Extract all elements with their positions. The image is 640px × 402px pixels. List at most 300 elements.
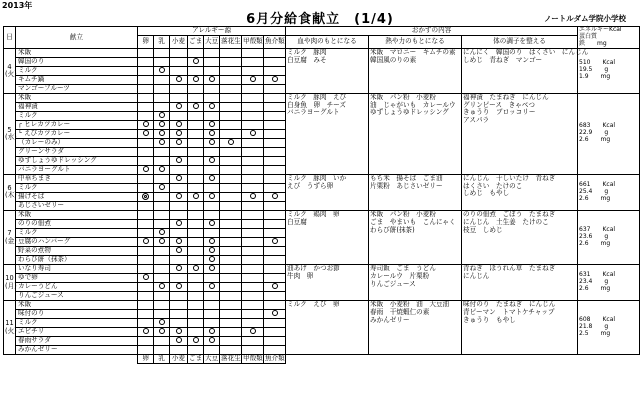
allergen-cell: [138, 174, 154, 183]
allergen-cell: [170, 292, 188, 301]
allergen-cell: [138, 238, 154, 247]
allergen-mark-icon: [143, 130, 149, 136]
dish-name: キムチ鍋: [16, 75, 138, 84]
allergen-mark-icon: [176, 175, 182, 181]
allergen-cell: [242, 256, 264, 265]
allergen-cell: [188, 247, 204, 256]
allergen-cell: [204, 138, 220, 147]
allergen-cell: [154, 120, 170, 129]
allergen-mark-icon: [176, 328, 182, 334]
allergen-cell: [242, 247, 264, 256]
allergen-mark-icon: [250, 328, 256, 334]
allergen-cell: [138, 111, 154, 120]
allergen-mark-icon: [176, 220, 182, 226]
allergen-cell: [188, 147, 204, 156]
allergen-mark-icon: [159, 67, 165, 73]
allergen-cell: [242, 202, 264, 211]
allergen-cell: [204, 328, 220, 337]
allergen-cell: [138, 202, 154, 211]
allergen-cell: [204, 301, 220, 310]
allergen-cell: [264, 93, 286, 102]
allergen-mark-icon: [159, 139, 165, 145]
dish-name: ミルク: [16, 183, 138, 192]
allergen-cell: [188, 156, 204, 165]
allergen-cell: [204, 229, 220, 238]
allergen-mark-icon: [209, 337, 215, 343]
allergen-cell: [220, 165, 242, 174]
allergen-cell: [242, 265, 264, 274]
energy-ingredients: 米飯 パン粉 小麦粉 ごま やまいも こんにゃく わらび餅(抹茶): [369, 211, 462, 265]
allergen-mark-icon: [209, 238, 215, 244]
allergen-cell: [264, 75, 286, 84]
body-ingredients: のりの佃煮 ごぼう たまねぎ にんじん 土生姜 たけのこ 枝豆 しめじ: [462, 211, 578, 265]
dish-name: 豆腐のハンバーグ: [16, 238, 138, 247]
allergen-cell: [242, 138, 264, 147]
allergen-cell: [204, 165, 220, 174]
allergen-cell: [204, 283, 220, 292]
energy-ingredients: 寿司飯 ごま うどん カレールウ 片栗粉 りんごジュース: [369, 265, 462, 301]
allergen-cell: [204, 66, 220, 75]
allergen-mark-icon: [176, 76, 182, 82]
allergen-cell: [204, 238, 220, 247]
allergen-cell: [154, 301, 170, 310]
allergen-cell: [264, 57, 286, 66]
allergen-cell: [204, 256, 220, 265]
allergen-mark-icon: [143, 238, 149, 244]
allergen-cell: [242, 319, 264, 328]
blood-ingredients: ミルク 豚肉 いか えび うずら卵: [286, 174, 369, 210]
allergen-cell: [170, 256, 188, 265]
allergen-mark-icon: [159, 283, 165, 289]
allergen-cell: [138, 283, 154, 292]
allergen-cell: [220, 174, 242, 183]
header-ingredients-group: おかずの内容: [286, 27, 578, 36]
allergen-mark-icon: [209, 76, 215, 82]
allergen-cell: [204, 192, 220, 201]
allergen-cell: [154, 247, 170, 256]
allergen-cell: [188, 274, 204, 283]
allergen-cell: [242, 310, 264, 319]
allergen-cell: [154, 265, 170, 274]
allergen-cell: [242, 165, 264, 174]
allergen-cell: [154, 57, 170, 66]
allergen-cell: [154, 274, 170, 283]
allergen-cell: [154, 138, 170, 147]
energy-ingredients: 米飯 小麦粉 油 大豆油 春雨 干焼蝦仁の素 みかんゼリー: [369, 301, 462, 355]
allergen-cell: [220, 229, 242, 238]
allergen-mark-icon: [142, 193, 149, 200]
dish-name: ミルク: [16, 229, 138, 238]
allergen-cell: [264, 220, 286, 229]
allergen-cell: [220, 183, 242, 192]
allergen-cell: [188, 265, 204, 274]
allergen-mark-icon: [159, 238, 165, 244]
dish-name: あじさいゼリー: [16, 202, 138, 211]
allergen-mark-icon: [209, 121, 215, 127]
allergen-cell: [242, 147, 264, 156]
allergen-mark-icon: [176, 139, 182, 145]
allergen-cell: [220, 319, 242, 328]
allergen-cell: [138, 301, 154, 310]
allergen-cell: [154, 192, 170, 201]
allergen-mark-icon: [209, 247, 215, 253]
allergen-cell: [220, 48, 242, 57]
allergen-cell: [188, 66, 204, 75]
allergen-cell: [264, 174, 286, 183]
allergen-cell: [154, 156, 170, 165]
allergen-mark-icon: [209, 139, 215, 145]
allergen-cell: [204, 84, 220, 93]
allergen-cell: [264, 111, 286, 120]
allergen-cell: [170, 174, 188, 183]
table-row: [4, 174, 640, 183]
allergen-cell: [154, 292, 170, 301]
allergen-cell: [264, 211, 286, 220]
allergen-cell: [220, 138, 242, 147]
allergen-cell: [220, 265, 242, 274]
dish-name: カレーうどん: [16, 283, 138, 292]
allergen-cell: [188, 174, 204, 183]
energy-ingredients: 米飯 パン粉 小麦粉 油 じゃがいも カレールウ ゆずしょうゆドレッシング: [369, 93, 462, 174]
allergen-cell: [220, 202, 242, 211]
dish-name: 春雨サラダ: [16, 337, 138, 346]
allergen-cell: [138, 265, 154, 274]
allergen-cell: [242, 192, 264, 201]
allergen-cell: [154, 283, 170, 292]
allergen-cell: [188, 84, 204, 93]
allergen-mark-icon: [159, 184, 165, 190]
allergen-cell: [220, 102, 242, 111]
dish-name: りんごジュース: [16, 292, 138, 301]
nutrition-values: 661 Kcal 25.4 g 2.6 mg: [578, 174, 640, 210]
allergen-cell: [170, 274, 188, 283]
allergen-cell: [204, 174, 220, 183]
allergen-cell: [170, 238, 188, 247]
footer-allergen: 落花生: [221, 354, 241, 363]
allergen-cell: [154, 147, 170, 156]
allergen-cell: [188, 165, 204, 174]
allergen-cell: [154, 202, 170, 211]
table-row: [4, 301, 640, 310]
allergen-cell: [204, 247, 220, 256]
allergen-mark-icon: [209, 328, 215, 334]
footer-allergen: 魚介類: [265, 354, 285, 363]
allergen-cell: [154, 328, 170, 337]
allergen-cell: [264, 138, 286, 147]
allergen-cell: [188, 211, 204, 220]
allergen-cell: [264, 274, 286, 283]
allergen-cell: [204, 337, 220, 346]
allergen-cell: [138, 211, 154, 220]
allergen-cell: [264, 229, 286, 238]
allergen-cell: [264, 247, 286, 256]
allergen-cell: [170, 57, 188, 66]
allergen-cell: [170, 202, 188, 211]
allergen-cell: [138, 274, 154, 283]
allergen-cell: [170, 192, 188, 201]
allergen-cell: [154, 238, 170, 247]
day-cell: 11 (火): [4, 301, 16, 355]
dish-name: グリーンサラダ: [16, 147, 138, 156]
blood-ingredients: ミルク 豚肉 えび 白身魚 卵 チーズ バニラヨーグルト: [286, 93, 369, 174]
menu-table: [3, 26, 640, 364]
allergen-cell: [204, 292, 220, 301]
header-nutrition: エネルギーKcal 蛋白質 鉄 mg: [578, 27, 640, 49]
allergen-mark-icon: [159, 112, 165, 118]
allergen-cell: [204, 274, 220, 283]
allergen-cell: [242, 301, 264, 310]
allergen-cell: [154, 93, 170, 102]
blood-ingredients: ミルク 鶏肉 卵 白豆腐: [286, 211, 369, 265]
allergen-cell: [242, 120, 264, 129]
allergen-cell: [170, 229, 188, 238]
allergen-mark-icon: [193, 103, 199, 109]
allergen-cell: [154, 129, 170, 138]
footer-allergen: 小麦: [170, 355, 188, 364]
day-cell: 6 (木): [4, 174, 16, 210]
allergen-cell: [138, 319, 154, 328]
allergen-cell: [188, 337, 204, 346]
day-cell: 4 (火): [4, 48, 16, 93]
allergen-cell: [204, 147, 220, 156]
footer-allergen: 乳: [154, 355, 170, 364]
allergen-mark-icon: [176, 238, 182, 244]
header-menu: 献立: [16, 27, 138, 49]
allergen-cell: [138, 102, 154, 111]
allergen-cell: [242, 93, 264, 102]
allergen-cell: [220, 93, 242, 102]
allergen-mark-icon: [250, 76, 256, 82]
allergen-cell: [242, 102, 264, 111]
allergen-cell: [242, 220, 264, 229]
allergen-cell: [188, 238, 204, 247]
allergen-cell: [242, 48, 264, 57]
allergen-cell: [170, 156, 188, 165]
energy-ingredients: もち米 揚そば ごま油 片栗粉 あじさいゼリー: [369, 174, 462, 210]
allergen-cell: [138, 247, 154, 256]
table-row: [4, 265, 640, 274]
allergen-cell: [220, 283, 242, 292]
page-title: 6月分給食献立 (1/4): [246, 12, 394, 27]
allergen-mark-icon: [272, 76, 278, 82]
allergen-mark-icon: [209, 157, 215, 163]
allergen-mark-icon: [176, 337, 182, 343]
allergen-mark-icon: [193, 265, 199, 271]
allergen-cell: [170, 84, 188, 93]
allergen-cell: [242, 283, 264, 292]
allergen-cell: [170, 319, 188, 328]
dish-name: └ えびカツカレー: [16, 129, 138, 138]
allergen-cell: [264, 156, 286, 165]
allergen-cell: [220, 256, 242, 265]
allergen-cell: [154, 220, 170, 229]
allergen-cell: [188, 301, 204, 310]
allergen-cell: [154, 183, 170, 192]
allergen-cell: [188, 328, 204, 337]
allergen-cell: [170, 102, 188, 111]
dish-name: いなり寿司: [16, 265, 138, 274]
allergen-cell: [154, 75, 170, 84]
header-allergen: 卵: [138, 35, 154, 48]
allergen-cell: [264, 337, 286, 346]
allergen-cell: [220, 337, 242, 346]
allergen-cell: [220, 292, 242, 301]
allergen-cell: [204, 120, 220, 129]
allergen-mark-icon: [272, 193, 278, 199]
allergen-mark-icon: [209, 193, 215, 199]
allergen-mark-icon: [193, 193, 199, 199]
dish-name: 韓国のり: [16, 57, 138, 66]
allergen-cell: [220, 301, 242, 310]
allergen-cell: [264, 147, 286, 156]
day-cell: 10 (月): [4, 265, 16, 301]
allergen-mark-icon: [209, 103, 215, 109]
allergen-cell: [154, 337, 170, 346]
allergen-cell: [170, 337, 188, 346]
allergen-cell: [242, 174, 264, 183]
allergen-mark-icon: [143, 328, 149, 334]
allergen-cell: [138, 256, 154, 265]
allergen-cell: [204, 202, 220, 211]
allergen-cell: [138, 75, 154, 84]
allergen-cell: [204, 57, 220, 66]
dish-name: 福神漬: [16, 102, 138, 111]
header-allergen: 乳: [154, 35, 170, 48]
allergen-cell: [154, 84, 170, 93]
nutrition-values: 637 Kcal 23.6 g 2.6 mg: [578, 211, 640, 265]
allergen-cell: [220, 274, 242, 283]
allergen-cell: [170, 147, 188, 156]
allergen-cell: [220, 211, 242, 220]
dish-name: エビチリ: [16, 328, 138, 337]
allergen-cell: [204, 220, 220, 229]
dish-name: ゆで卵: [16, 274, 138, 283]
allergen-cell: [264, 102, 286, 111]
allergen-cell: [154, 165, 170, 174]
allergen-cell: [204, 183, 220, 192]
dish-name: 米飯: [16, 93, 138, 102]
header-allergen: 大豆: [204, 35, 220, 48]
allergen-cell: [242, 66, 264, 75]
allergen-cell: [138, 147, 154, 156]
dish-name: （カレーのみ）: [16, 138, 138, 147]
allergen-cell: [264, 120, 286, 129]
allergen-cell: [170, 183, 188, 192]
allergen-mark-icon: [250, 130, 256, 136]
dish-name: ミルク: [16, 66, 138, 75]
allergen-cell: [220, 84, 242, 93]
dish-name: バニラヨーグルト: [16, 165, 138, 174]
allergen-cell: [170, 138, 188, 147]
allergen-cell: [154, 174, 170, 183]
allergen-mark-icon: [143, 274, 149, 280]
allergen-mark-icon: [159, 121, 165, 127]
allergen-cell: [264, 48, 286, 57]
allergen-cell: [264, 256, 286, 265]
allergen-mark-icon: [193, 58, 199, 64]
allergen-cell: [264, 165, 286, 174]
allergen-cell: [138, 292, 154, 301]
dish-name: のりの佃煮: [16, 220, 138, 229]
blood-ingredients: 油あげ かつお節 牛肉 卵: [286, 265, 369, 301]
header-allergen: 落花生: [220, 35, 242, 48]
allergen-mark-icon: [143, 121, 149, 127]
allergen-cell: [264, 238, 286, 247]
allergen-cell: [204, 75, 220, 84]
allergen-cell: [138, 66, 154, 75]
allergen-cell: [188, 292, 204, 301]
dish-name: みかんゼリー: [16, 346, 138, 355]
allergen-cell: [170, 301, 188, 310]
allergen-cell: [154, 66, 170, 75]
footer-allergen: 大豆: [205, 354, 219, 363]
allergen-cell: [188, 93, 204, 102]
allergen-mark-icon: [159, 166, 165, 172]
header-energy: 熱や力のもとになる: [369, 35, 462, 48]
allergen-cell: [220, 310, 242, 319]
allergen-cell: [154, 102, 170, 111]
allergen-cell: [188, 48, 204, 57]
allergen-cell: [242, 292, 264, 301]
allergen-cell: [264, 129, 286, 138]
header-body: 体の調子を整える: [462, 35, 578, 48]
allergen-cell: [138, 84, 154, 93]
allergen-cell: [242, 111, 264, 120]
allergen-mark-icon: [159, 229, 165, 235]
allergen-cell: [154, 211, 170, 220]
allergen-cell: [138, 57, 154, 66]
allergen-cell: [242, 238, 264, 247]
allergen-cell: [264, 192, 286, 201]
allergen-cell: [154, 319, 170, 328]
allergen-cell: [154, 111, 170, 120]
allergen-mark-icon: [193, 337, 199, 343]
allergen-mark-icon: [159, 130, 165, 136]
allergen-cell: [188, 202, 204, 211]
allergen-cell: [204, 319, 220, 328]
allergen-cell: [154, 48, 170, 57]
allergen-cell: [264, 265, 286, 274]
allergen-cell: [220, 247, 242, 256]
allergen-cell: [264, 66, 286, 75]
allergen-mark-icon: [176, 193, 182, 199]
allergen-mark-icon: [176, 103, 182, 109]
dish-name: 揚げそば: [16, 192, 138, 201]
allergen-cell: [264, 310, 286, 319]
allergen-cell: [170, 328, 188, 337]
allergen-cell: [170, 93, 188, 102]
allergen-cell: [220, 238, 242, 247]
allergen-cell: [170, 129, 188, 138]
allergen-cell: [242, 211, 264, 220]
dish-name: ミルク: [16, 111, 138, 120]
allergen-mark-icon: [176, 157, 182, 163]
allergen-cell: [220, 120, 242, 129]
dish-name: わらび餅（抹茶）: [16, 256, 138, 265]
allergen-cell: [154, 229, 170, 238]
table-row: [4, 93, 640, 102]
header-allergen: 魚介類: [264, 35, 286, 48]
allergen-cell: [154, 256, 170, 265]
allergen-cell: [170, 75, 188, 84]
dish-name: 米飯: [16, 211, 138, 220]
header-allergen: 甲殻類: [242, 35, 264, 48]
dish-name: ┌ ヒレカツカレー: [16, 120, 138, 129]
allergen-cell: [220, 328, 242, 337]
allergen-mark-icon: [209, 220, 215, 226]
allergen-cell: [264, 283, 286, 292]
allergen-cell: [138, 165, 154, 174]
